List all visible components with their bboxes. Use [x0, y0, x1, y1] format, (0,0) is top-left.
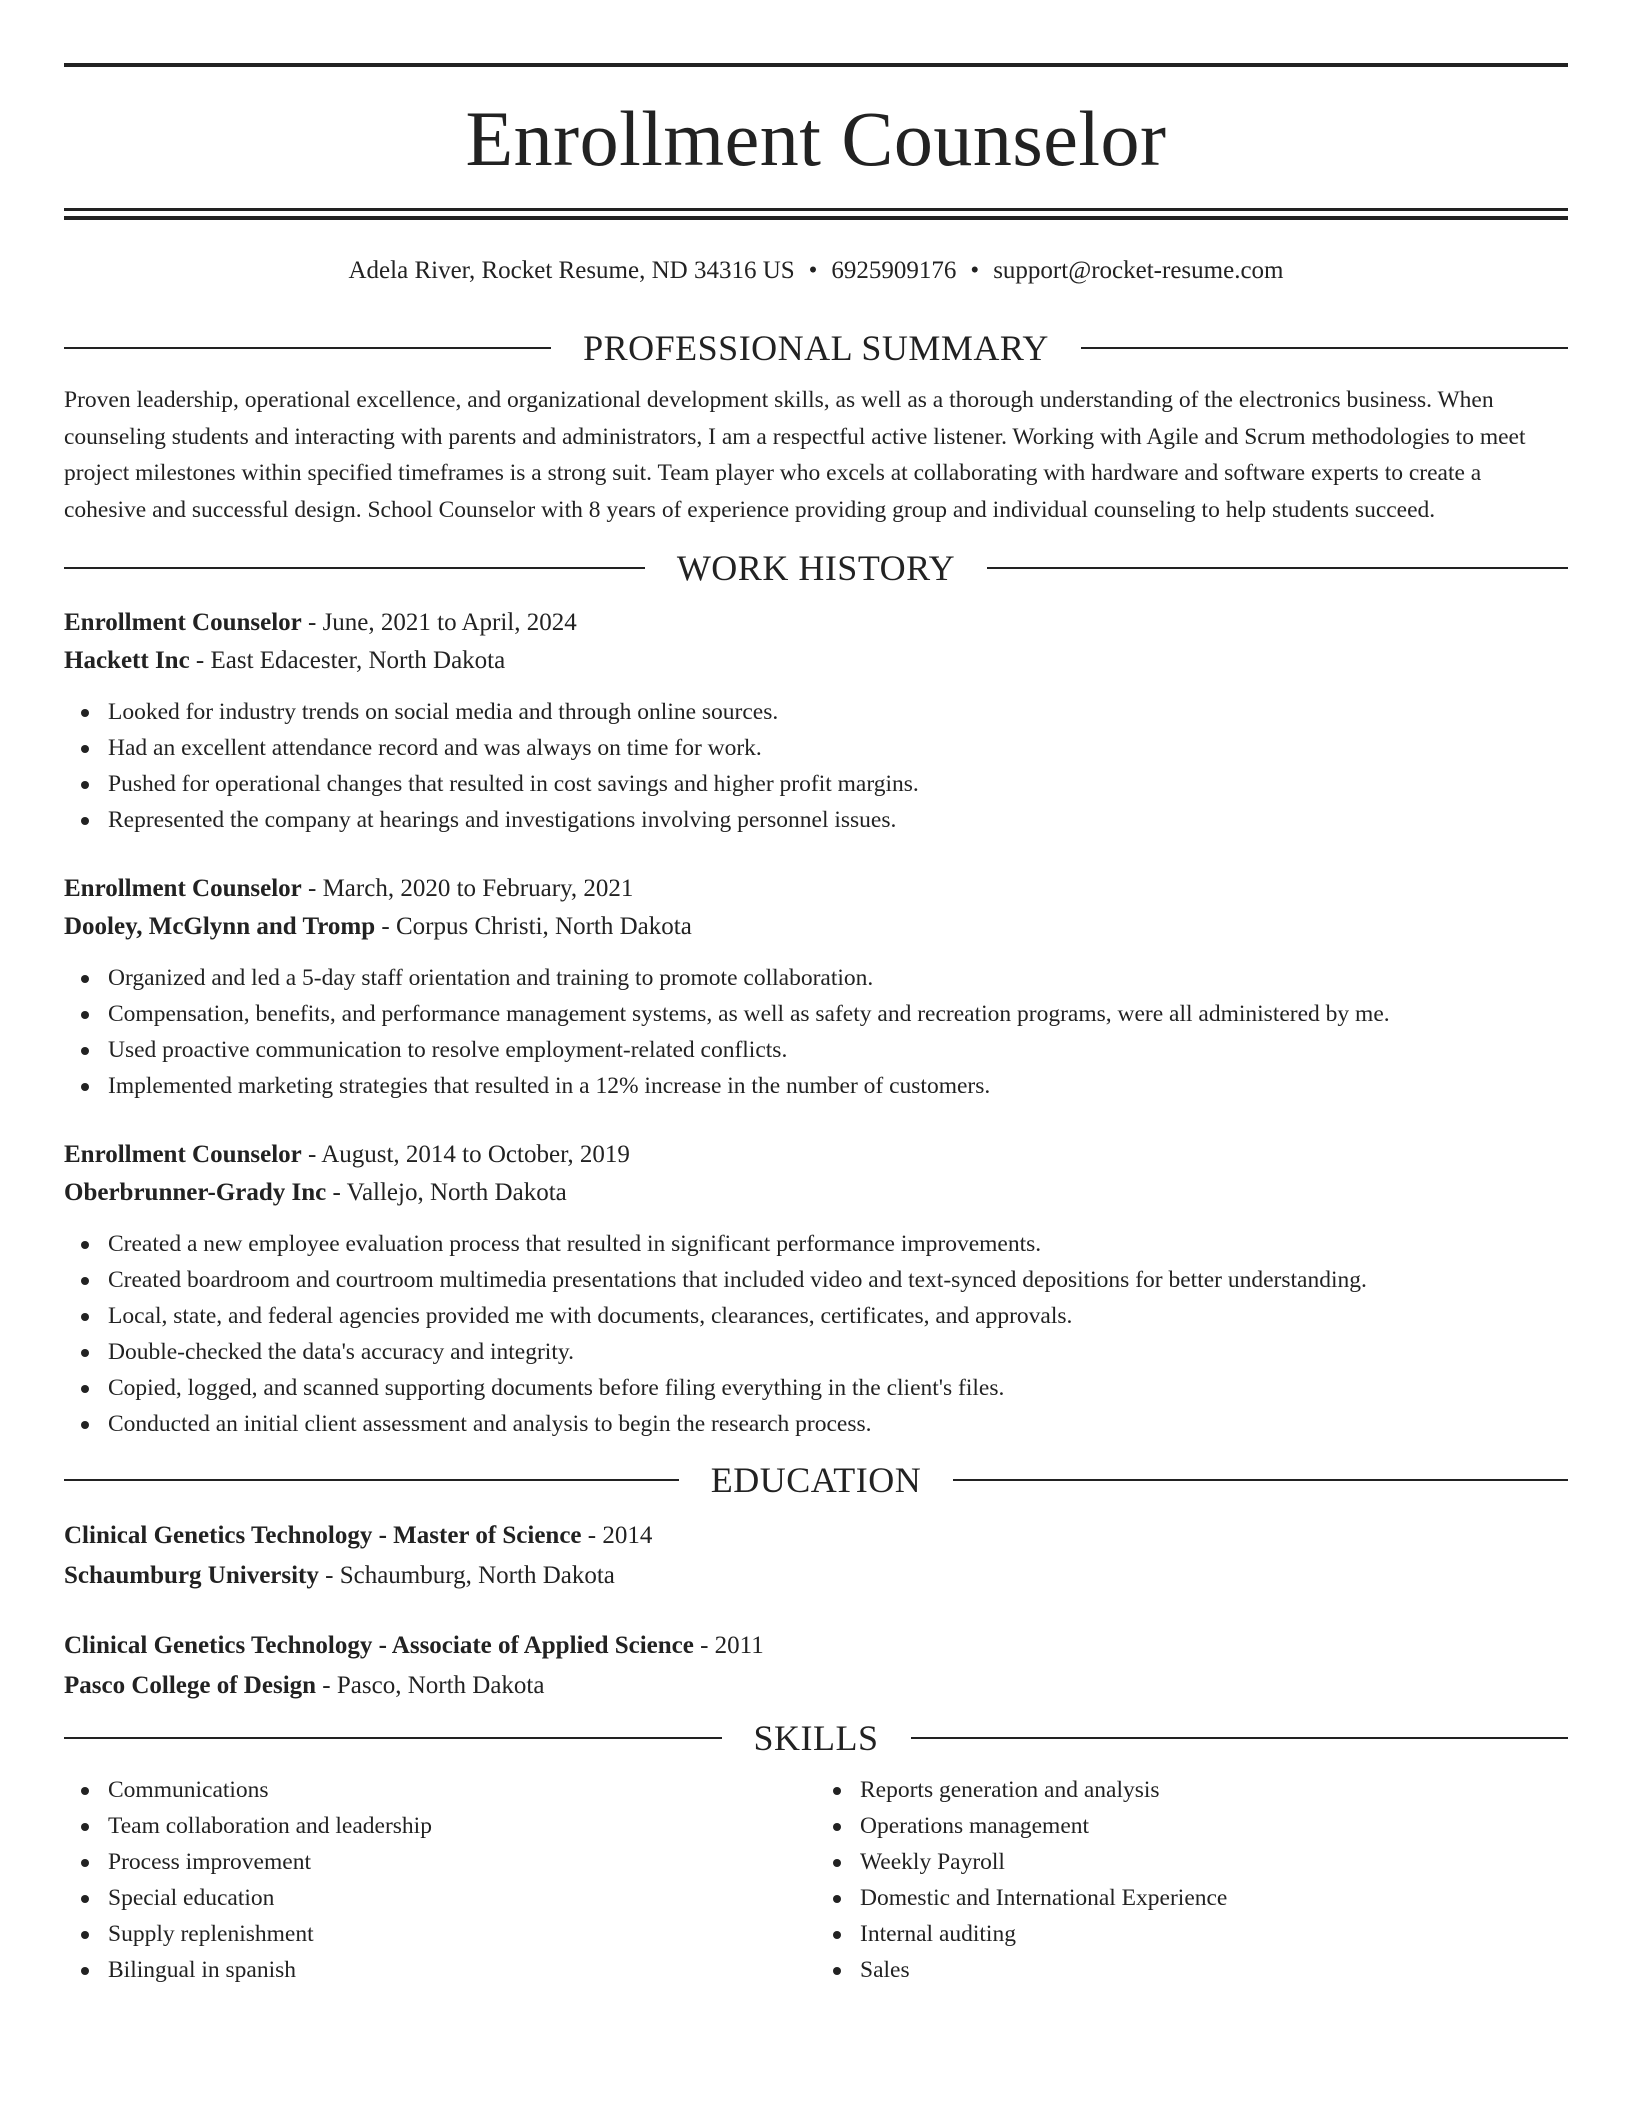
job-company: Hackett Inc [64, 647, 190, 674]
skills-title: SKILLS [753, 1718, 879, 1758]
list-item: Conducted an initial client assessment and analysis to begin the research process. [108, 1406, 1568, 1442]
job-role: Enrollment Counselor [64, 609, 302, 636]
job-title-line [64, 1136, 1568, 1174]
skill-item: Bilingual in spanish [108, 1952, 816, 1988]
education-year: - 2014 [581, 1522, 653, 1549]
list-item: Copied, logged, and scanned supporting documents before filing everything in the client's files. [108, 1370, 1568, 1406]
job-bullets [64, 1226, 1568, 1442]
job-company-line [64, 642, 1568, 680]
skill-item: Special education [108, 1880, 816, 1916]
list-item: Double-checked the data's accuracy and integrity. [108, 1334, 1568, 1370]
summary-heading [64, 328, 1568, 368]
skill-item: Reports generation and analysis [860, 1772, 1568, 1808]
education-degree: Clinical Genetics Technology - Master of Science [64, 1522, 582, 1549]
heading-rule [64, 347, 551, 349]
list-item: Looked for industry trends on social media and through online sources. [108, 694, 1568, 730]
education-school-line [64, 1666, 1568, 1706]
work-title: WORK HISTORY [676, 548, 956, 588]
skills-column-left [64, 1772, 816, 1988]
education-degree-line [64, 1626, 1568, 1666]
skills-column-right [816, 1772, 1568, 1988]
job-dates: - August, 2014 to October, 2019 [301, 1141, 630, 1168]
job-company: Oberbrunner-Grady Inc [64, 1179, 327, 1206]
education-entry [64, 1516, 1568, 1596]
list-item: Had an excellent attendance record and was always on time for work. [108, 730, 1568, 766]
contact-line [64, 256, 1568, 286]
job-company: Dooley, McGlynn and Tromp [64, 913, 376, 940]
skill-item: Communications [108, 1772, 816, 1808]
job-entry [64, 1136, 1568, 1442]
education-location: - Schaumburg, North Dakota [318, 1562, 615, 1589]
contact-separator: • [970, 257, 980, 284]
skill-item: Team collaboration and leadership [108, 1808, 816, 1844]
heading-rule [64, 567, 645, 569]
list-item: Organized and led a 5-day staff orientation and training to promote collaboration. [108, 960, 1568, 996]
heading-rule [911, 1737, 1569, 1739]
education-school: Schaumburg University [64, 1562, 319, 1589]
job-location: - East Edacester, North Dakota [189, 647, 506, 674]
summary-text: Proven leadership, operational excellence, and organizational development skills, as well as a thorough understanding of the electronics business. When counseling students and interacting with parents and administrators, I am a respectful active listener. Working with Agile and Scrum methodologies to meet project milestones within specified timeframes is a strong suit. Team player who excels at collaborating with hardware and software experts to create a cohesive and successful design. School Counselor with 8 years of experience providing group and individual counseling to help students succeed. [64, 387, 1526, 523]
education-year: - 2011 [693, 1632, 764, 1659]
skill-item: Internal auditing [860, 1916, 1568, 1952]
job-role: Enrollment Counselor [64, 875, 302, 902]
top-rule [64, 63, 1568, 67]
list-item: Created a new employee evaluation process that resulted in significant performance improvements. [108, 1226, 1568, 1262]
skills-heading [64, 1718, 1568, 1758]
list-item: Created boardroom and courtroom multimedia presentations that included video and text-synced depositions for better understanding. [108, 1262, 1568, 1298]
education-school: Pasco College of Design [64, 1672, 317, 1699]
heading-rule [64, 1479, 679, 1481]
job-company-line [64, 908, 1568, 946]
resume-page [64, 0, 1568, 1988]
work-heading [64, 548, 1568, 588]
education-degree: Clinical Genetics Technology - Associate of Applied Science [64, 1632, 694, 1659]
skill-item: Weekly Payroll [860, 1844, 1568, 1880]
education-title: EDUCATION [710, 1460, 922, 1500]
job-location: - Corpus Christi, North Dakota [375, 913, 692, 940]
job-bullets [64, 694, 1568, 838]
skills-list [64, 1772, 1568, 1988]
skill-item: Process improvement [108, 1844, 816, 1880]
contact-phone: 6925909176 [831, 257, 957, 284]
contact-address: Adela River, Rocket Resume, ND 34316 US [348, 257, 795, 284]
resume-name: Enrollment Counselor [465, 95, 1167, 182]
skill-item: Operations management [860, 1808, 1568, 1844]
job-title-line [64, 604, 1568, 642]
job-entry [64, 604, 1568, 838]
list-item: Represented the company at hearings and investigations involving personnel issues. [108, 802, 1568, 838]
heading-rule [64, 1737, 722, 1739]
job-dates: - March, 2020 to February, 2021 [301, 875, 634, 902]
education-degree-line [64, 1516, 1568, 1556]
skill-item: Sales [860, 1952, 1568, 1988]
contact-email: support@rocket-resume.com [993, 257, 1284, 284]
list-item: Used proactive communication to resolve employment-related conflicts. [108, 1032, 1568, 1068]
heading-rule [1081, 347, 1568, 349]
job-bullets [64, 960, 1568, 1104]
job-dates: - June, 2021 to April, 2024 [301, 609, 577, 636]
heading-rule [987, 567, 1568, 569]
list-item: Pushed for operational changes that resulted in cost savings and higher profit margins. [108, 766, 1568, 802]
list-item: Local, state, and federal agencies provided me with documents, clearances, certificates, and approvals. [108, 1298, 1568, 1334]
skill-item: Supply replenishment [108, 1916, 816, 1952]
list-item: Implemented marketing strategies that resulted in a 12% increase in the number of customers. [108, 1068, 1568, 1104]
contact-separator: • [808, 257, 818, 284]
job-title-line [64, 870, 1568, 908]
education-entry [64, 1626, 1568, 1706]
double-rule [64, 208, 1568, 220]
skill-item: Domestic and International Experience [860, 1880, 1568, 1916]
job-entry [64, 870, 1568, 1104]
job-role: Enrollment Counselor [64, 1141, 302, 1168]
list-item: Compensation, benefits, and performance management systems, as well as safety and recreation programs, were all administered by me. [108, 996, 1568, 1032]
job-company-line [64, 1174, 1568, 1212]
job-location: - Vallejo, North Dakota [326, 1179, 567, 1206]
education-heading [64, 1460, 1568, 1500]
education-school-line [64, 1556, 1568, 1596]
education-location: - Pasco, North Dakota [316, 1672, 545, 1699]
heading-rule [953, 1479, 1568, 1481]
summary-title: PROFESSIONAL SUMMARY [583, 328, 1049, 368]
